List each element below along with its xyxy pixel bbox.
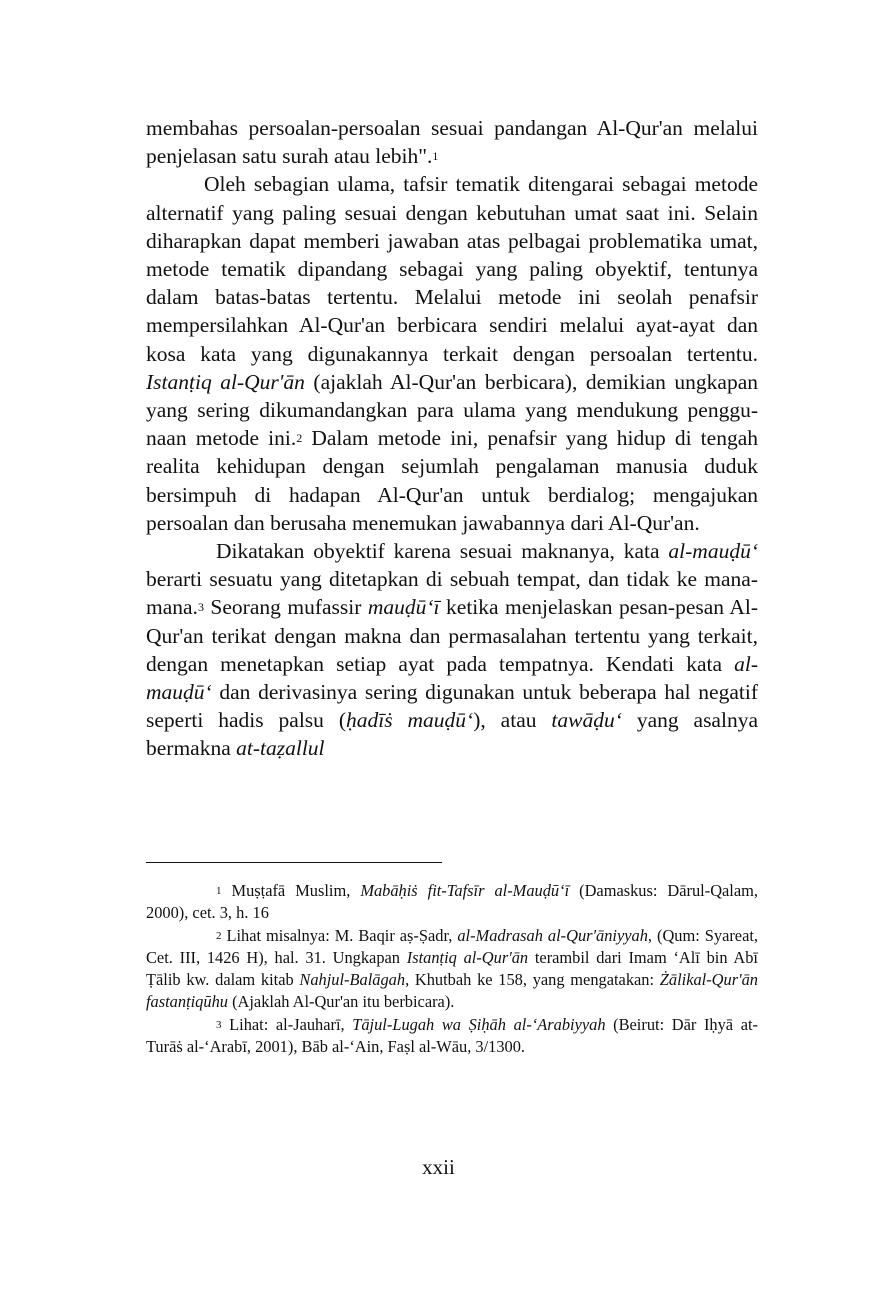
footnote-number: 2 <box>216 929 222 942</box>
page-number: xxii <box>422 1155 455 1179</box>
footnote-ref-2[interactable]: 2 <box>296 431 303 446</box>
footnote-1: $^1$ Muṣṭafā Muslim, Mabāḥiṡ fit-Tafsīr al-Mauḍū‘ī (Damaskus: Dārul-Qalam, 2000), cet. 3, h. 16 <box>146 881 758 923</box>
footnote-number: 3 <box>216 1018 222 1031</box>
paragraph-1: membahas persoalan-persoalan sesuai pandangan Al-Qur'an melalui penjelasan satu surah atau lebih".$^1$ <box>146 116 758 169</box>
footnote-divider <box>146 862 442 863</box>
footnotes <box>146 880 758 1058</box>
footnote-ref-3[interactable]: 3 <box>197 600 204 615</box>
body-text <box>146 114 758 763</box>
footnote-number: 1 <box>216 885 222 897</box>
footnote-3: $^3$ Lihat: al-Jauharī, Tājul-Lugah wa Ṣiḥāh al-‘Arabiyyah (Beirut: Dār Iḥyā at-Turāṡ al-‘Arabī, 2001), Bāb al-‘Ain, Faṣl al-Wāu, 3/1300. <box>146 1014 758 1057</box>
paragraph-2: Oleh sebagian ulama, tafsir tematik ditengarai sebagai metode alternatif yang paling sesuai dengan kebutuhan umat saat ini. Selain diharapkan dapat memberi jawaban atas pelbagai problematika umat, metode tematik dipandang sebagai yang paling obyektif, tentunya dalam batas-batas tertentu. Melalui metode ini seolah penafsir mempersilahkan Al-Qur'an berbicara sendiri melalui ayat-ayat dan kosa kata yang digunakannya terkait dengan persoalan tertentu. Istanṭiq al-Qur'ān (ajaklah Al-Qur'an berbicara), demikian ungkapan yang sering dikumandangkan para ulama yang mendukung penggu-naan metode ini.$^2$ Dalam metode ini, penafsir yang hidup di tengah realita kehidupan dengan sejumlah pengalaman manusia duduk bersimpuh di hadapan Al-Qur'an untuk berdialog; mengajukan persoalan dan berusaha menemukan jawabannya dari Al-Qur'an. <box>146 172 758 535</box>
footnote-ref-1[interactable]: 1 <box>432 149 439 164</box>
footnote-2: $^2$ Lihat misalnya: M. Baqir aṣ-Ṣadr, al-Madrasah al-Qur'āniyyah, (Qum: Syareat, Cet. III, 1426 H), hal. 31. Ungkapan Istanṭiq al-Qur'ān terambil dari Imam ‘Alī bin Abī Ṭālib kw. dalam kitab Nahjul-Balāgah, Khutbah ke 158, yang mengatakan: Żālikal-Qur'ān fastanṭiqūhu (Ajaklah Al-Qur'an itu berbicara). <box>146 925 759 1012</box>
paragraph-3: Dikatakan obyektif karena sesuai maknanya, kata al-mauḍū‘ berarti sesuatu yang ditetapkan di sebuah tempat, dan tidak ke mana-mana.$^3$ Seorang mufassir mauḍū‘ī ketika menjelaskan pesan-pesan Al-Qur'an terikat dengan makna dan permasalahan tertentu yang terkait, dengan menetapkan setiap ayat pada tempatnya. Kendati kata al-mauḍū‘ dan derivasinya sering digunakan untuk beberapa hal negatif seperti hadis palsu (ḥadīṡ mauḍū‘), atau tawāḍu‘ yang asalnya bermakna at-taẓallul <box>146 539 758 761</box>
